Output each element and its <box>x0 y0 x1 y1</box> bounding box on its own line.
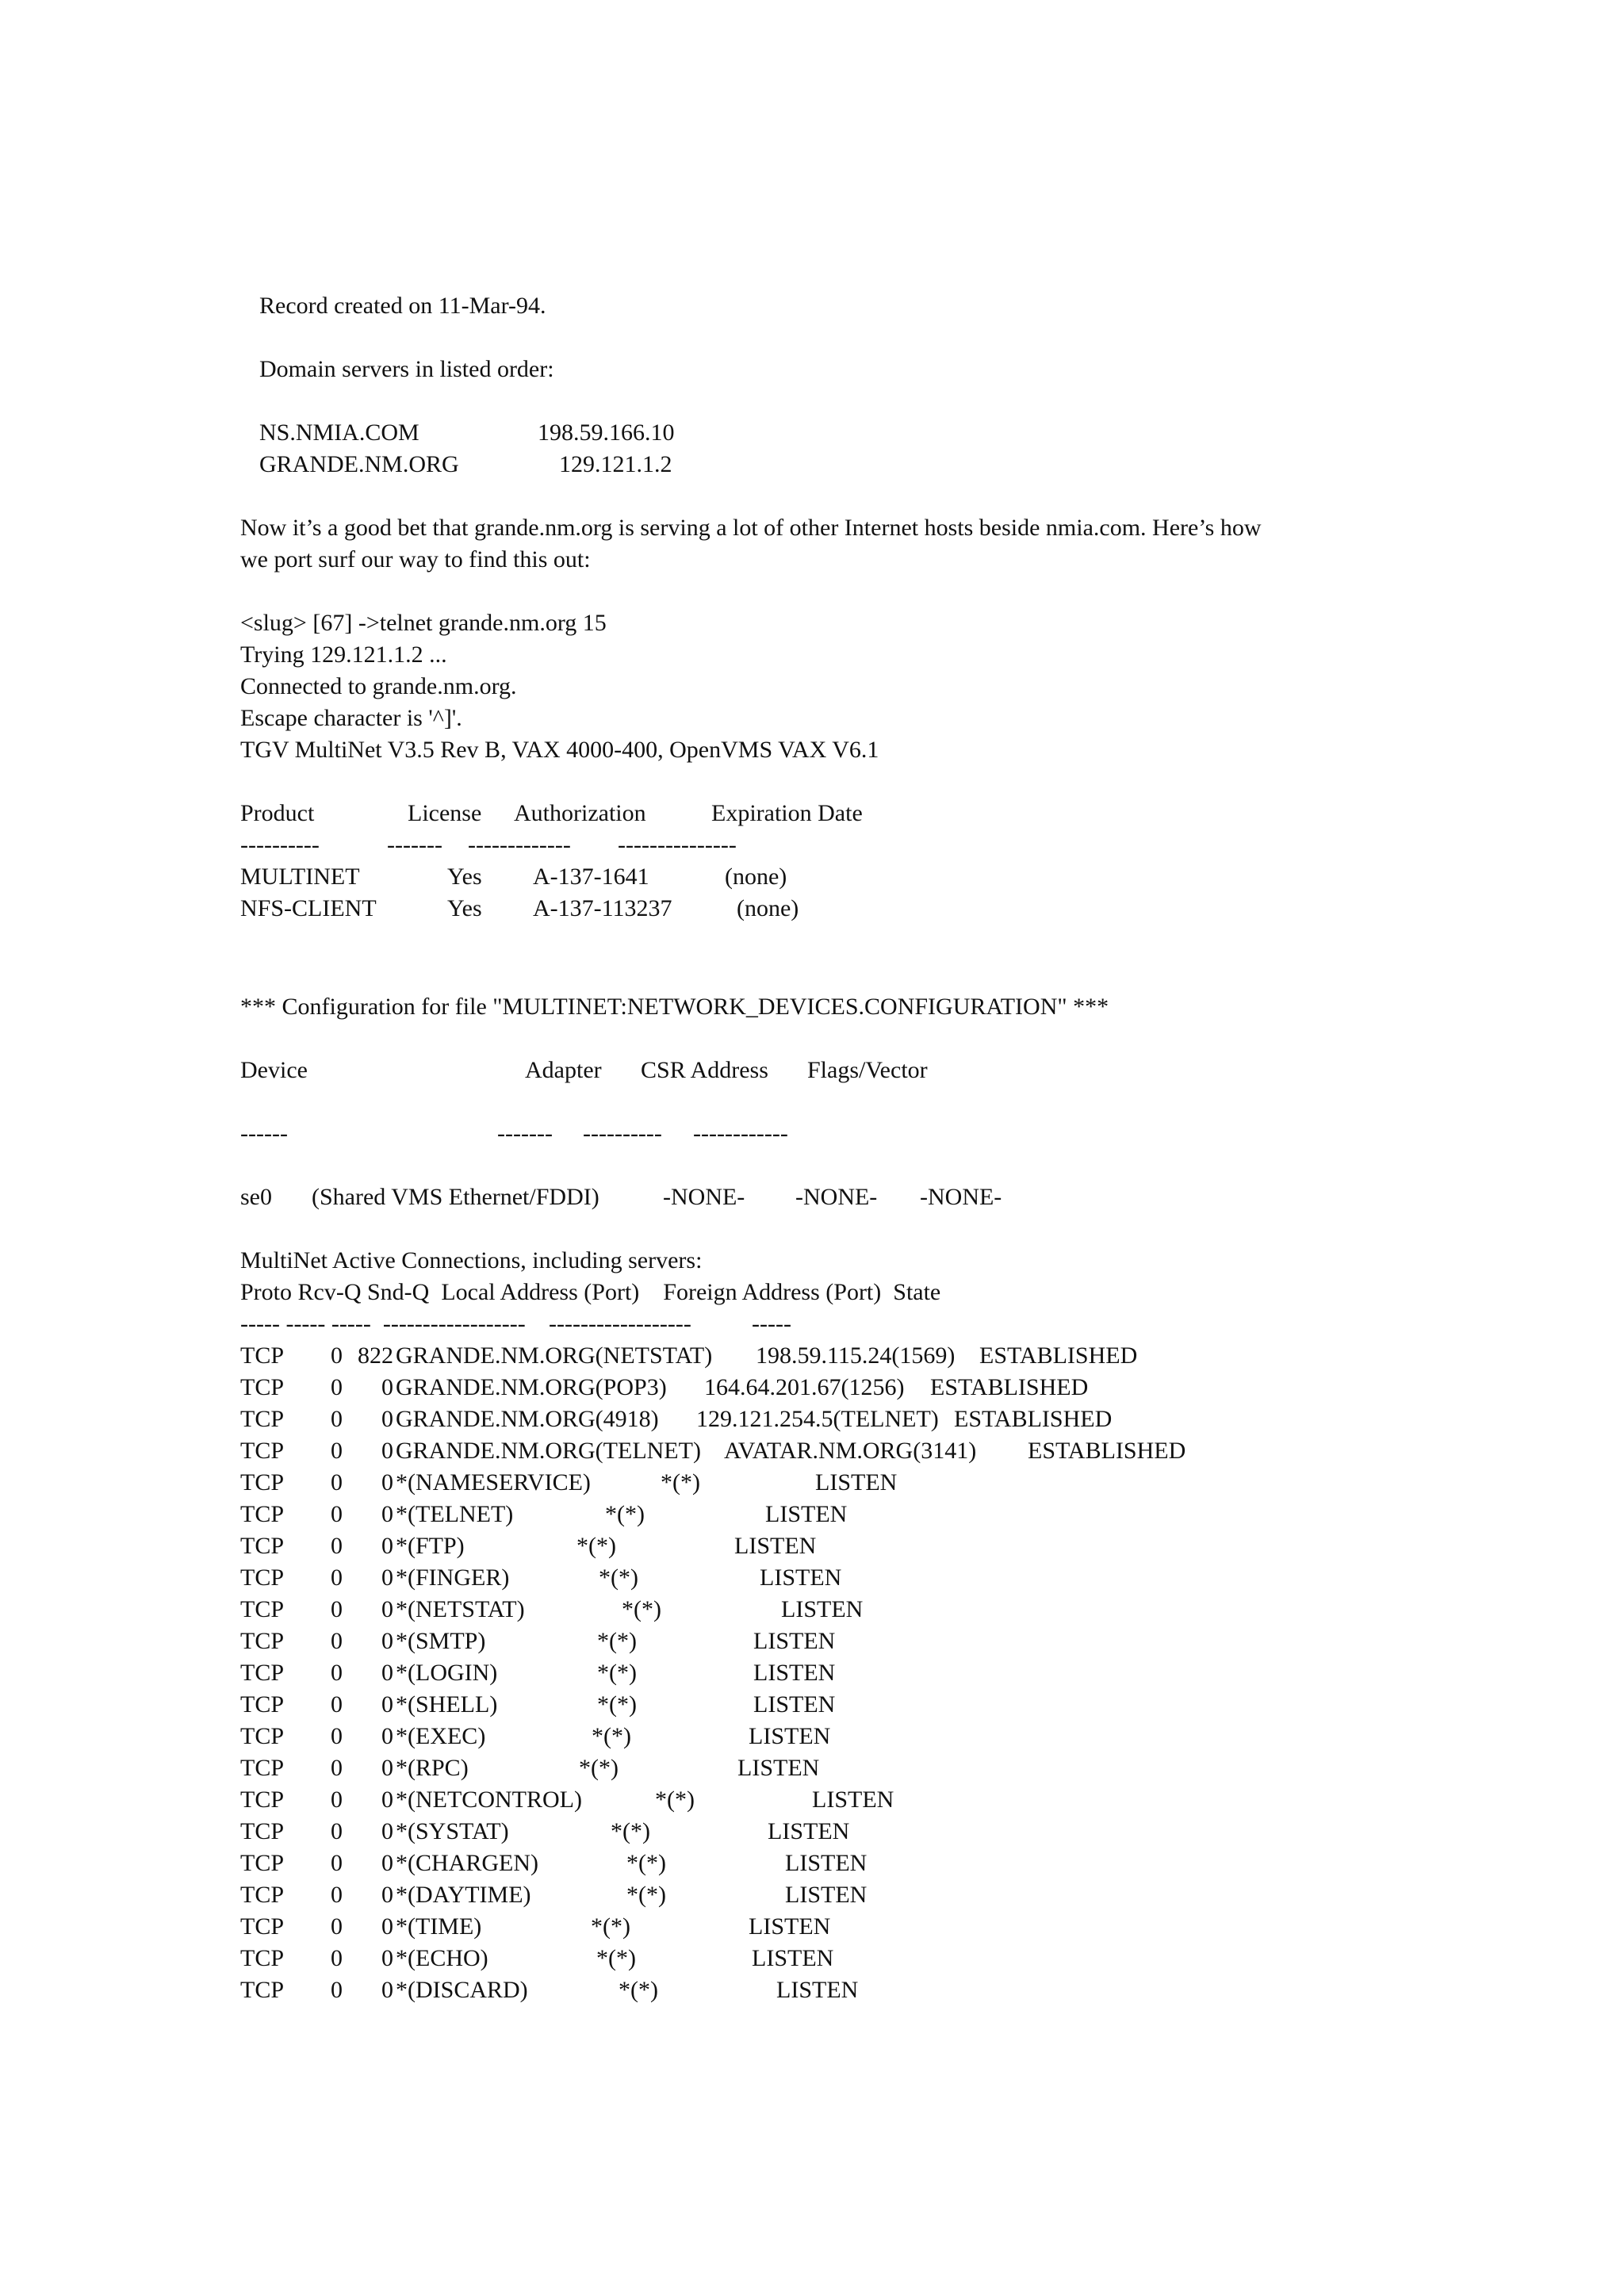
connections-title: MultiNet Active Connections, including servers: <box>240 1247 703 1273</box>
recv-q-cell: 0 <box>331 1691 343 1718</box>
session-line: Escape character is '^]'. <box>240 705 462 731</box>
state-cell: LISTEN <box>812 1787 894 1813</box>
send-q-cell: 0 <box>381 1945 393 1971</box>
local-address-cell: *(NAMESERVICE) <box>396 1469 591 1496</box>
recv-q-cell: 0 <box>331 1882 343 1908</box>
foreign-address-cell: *(*) <box>626 1850 666 1876</box>
proto-cell: TCP <box>240 1787 285 1813</box>
send-q-cell: 0 <box>381 1660 393 1686</box>
state-cell: LISTEN <box>815 1469 898 1496</box>
send-q-cell: 0 <box>381 1755 393 1781</box>
recv-q-cell: 0 <box>331 1945 343 1971</box>
state-cell: LISTEN <box>749 1913 831 1940</box>
config-dashes: ------- <box>497 1120 553 1147</box>
config-cell: se0 <box>240 1184 272 1210</box>
local-address-cell: *(RPC) <box>396 1755 469 1781</box>
intro-line: Now it’s a good bet that grande.nm.org is serving a lot of other Internet hosts beside nmia.com. Here’s how <box>240 515 1262 541</box>
recv-q-cell: 0 <box>331 1469 343 1496</box>
local-address-cell: *(EXEC) <box>396 1723 486 1749</box>
proto-cell: TCP <box>240 1660 285 1686</box>
send-q-cell: 0 <box>381 1691 393 1718</box>
recv-q-cell: 0 <box>331 1596 343 1622</box>
license-cell: A-137-113237 <box>533 895 672 921</box>
proto-cell: TCP <box>240 1596 285 1622</box>
connections-dashes: ------------------ <box>549 1311 691 1337</box>
send-q-cell: 0 <box>381 1787 393 1813</box>
state-cell: LISTEN <box>752 1945 834 1971</box>
dns-server-ip: 198.59.166.10 <box>538 419 675 446</box>
config-cell: -NONE- <box>920 1184 1002 1210</box>
foreign-address-cell: *(*) <box>605 1501 645 1527</box>
record-created-line: Record created on 11-Mar-94. <box>259 293 546 319</box>
proto-cell: TCP <box>240 1913 285 1940</box>
local-address-cell: *(LOGIN) <box>396 1660 498 1686</box>
foreign-address-cell: *(*) <box>655 1787 695 1813</box>
proto-cell: TCP <box>240 1850 285 1876</box>
local-address-cell: *(TELNET) <box>396 1501 514 1527</box>
proto-cell: TCP <box>240 1501 285 1527</box>
config-dashes: ------------ <box>693 1120 788 1147</box>
recv-q-cell: 0 <box>331 1533 343 1559</box>
foreign-address-cell: *(*) <box>579 1755 619 1781</box>
send-q-cell: 0 <box>381 1438 393 1464</box>
local-address-cell: GRANDE.NM.ORG(TELNET) <box>396 1438 701 1464</box>
local-address-cell: *(FINGER) <box>396 1564 510 1591</box>
local-address-cell: GRANDE.NM.ORG(NETSTAT) <box>396 1342 713 1369</box>
send-q-cell: 0 <box>381 1374 393 1400</box>
local-address-cell: *(DAYTIME) <box>396 1882 531 1908</box>
proto-cell: TCP <box>240 1438 285 1464</box>
local-address-cell: GRANDE.NM.ORG(4918) <box>396 1406 659 1432</box>
send-q-cell: 0 <box>381 1818 393 1844</box>
recv-q-cell: 0 <box>331 1818 343 1844</box>
foreign-address-cell: 129.121.254.5(TELNET) <box>696 1406 939 1432</box>
license-cell: A-137-1641 <box>533 864 649 890</box>
proto-cell: TCP <box>240 1469 285 1496</box>
recv-q-cell: 0 <box>331 1342 343 1369</box>
local-address-cell: *(SHELL) <box>396 1691 498 1718</box>
license-header: Product <box>240 800 315 826</box>
config-header: Adapter <box>525 1057 602 1083</box>
intro-line: we port surf our way to find this out: <box>240 546 591 573</box>
proto-cell: TCP <box>240 1977 285 2003</box>
state-cell: LISTEN <box>760 1564 842 1591</box>
recv-q-cell: 0 <box>331 1660 343 1686</box>
state-cell: LISTEN <box>785 1882 868 1908</box>
connections-header: Proto Rcv-Q Snd-Q Local Address (Port) Foreign Address (Port) State <box>240 1279 941 1305</box>
license-dashes: ---------- <box>240 832 320 858</box>
license-header: Authorization <box>514 800 646 826</box>
send-q-cell: 0 <box>381 1406 393 1432</box>
send-q-cell: 0 <box>381 1977 393 2003</box>
local-address-cell: *(ECHO) <box>396 1945 488 1971</box>
session-line: Connected to grande.nm.org. <box>240 673 517 699</box>
license-dashes: ------- <box>387 832 442 858</box>
send-q-cell: 0 <box>381 1469 393 1496</box>
local-address-cell: *(NETSTAT) <box>396 1596 525 1622</box>
dns-heading: Domain servers in listed order: <box>259 356 554 382</box>
state-cell: LISTEN <box>734 1533 817 1559</box>
state-cell: ESTABLISHED <box>954 1406 1113 1432</box>
proto-cell: TCP <box>240 1342 285 1369</box>
state-cell: LISTEN <box>765 1501 848 1527</box>
recv-q-cell: 0 <box>331 1374 343 1400</box>
license-header: License <box>408 800 482 826</box>
session-line: Trying 129.121.1.2 ... <box>240 641 447 668</box>
local-address-cell: *(SMTP) <box>396 1628 486 1654</box>
state-cell: LISTEN <box>749 1723 831 1749</box>
config-header: CSR Address <box>641 1057 768 1083</box>
send-q-cell: 0 <box>381 1850 393 1876</box>
recv-q-cell: 0 <box>331 1628 343 1654</box>
foreign-address-cell: 164.64.201.67(1256) <box>704 1374 905 1400</box>
recv-q-cell: 0 <box>331 1755 343 1781</box>
state-cell: LISTEN <box>753 1660 836 1686</box>
send-q-cell: 0 <box>381 1882 393 1908</box>
proto-cell: TCP <box>240 1628 285 1654</box>
state-cell: LISTEN <box>776 1977 859 2003</box>
foreign-address-cell: *(*) <box>661 1469 700 1496</box>
config-title: *** Configuration for file "MULTINET:NETWORK_DEVICES.CONFIGURATION" *** <box>240 994 1109 1020</box>
config-header: Flags/Vector <box>807 1057 928 1083</box>
config-cell: (Shared VMS Ethernet/FDDI) <box>312 1184 599 1210</box>
license-cell: MULTINET <box>240 864 360 890</box>
send-q-cell: 822 <box>358 1342 393 1369</box>
foreign-address-cell: *(*) <box>596 1945 636 1971</box>
foreign-address-cell: *(*) <box>597 1691 637 1718</box>
send-q-cell: 0 <box>381 1723 393 1749</box>
license-cell: (none) <box>725 864 787 890</box>
send-q-cell: 0 <box>381 1628 393 1654</box>
state-cell: LISTEN <box>753 1691 836 1718</box>
proto-cell: TCP <box>240 1723 285 1749</box>
recv-q-cell: 0 <box>331 1723 343 1749</box>
license-dashes: ------------- <box>468 832 571 858</box>
foreign-address-cell: *(*) <box>597 1628 637 1654</box>
license-cell: Yes <box>447 895 482 921</box>
local-address-cell: GRANDE.NM.ORG(POP3) <box>396 1374 667 1400</box>
proto-cell: TCP <box>240 1533 285 1559</box>
license-cell: (none) <box>737 895 799 921</box>
proto-cell: TCP <box>240 1691 285 1718</box>
connections-dashes: ----- <box>752 1311 791 1337</box>
send-q-cell: 0 <box>381 1533 393 1559</box>
session-line: <slug> [67] ->telnet grande.nm.org 15 <box>240 610 607 636</box>
state-cell: LISTEN <box>737 1755 820 1781</box>
state-cell: LISTEN <box>785 1850 868 1876</box>
state-cell: ESTABLISHED <box>979 1342 1138 1369</box>
config-dashes: ---------- <box>583 1120 662 1147</box>
config-dashes: ------ <box>240 1120 288 1147</box>
foreign-address-cell: *(*) <box>576 1533 616 1559</box>
config-cell: -NONE- <box>663 1184 745 1210</box>
proto-cell: TCP <box>240 1755 285 1781</box>
foreign-address-cell: *(*) <box>597 1660 637 1686</box>
foreign-address-cell: *(*) <box>619 1977 658 2003</box>
local-address-cell: *(FTP) <box>396 1533 465 1559</box>
proto-cell: TCP <box>240 1945 285 1971</box>
send-q-cell: 0 <box>381 1596 393 1622</box>
config-header: Device <box>240 1057 308 1083</box>
state-cell: LISTEN <box>781 1596 864 1622</box>
recv-q-cell: 0 <box>331 1501 343 1527</box>
foreign-address-cell: *(*) <box>592 1723 631 1749</box>
proto-cell: TCP <box>240 1406 285 1432</box>
license-cell: Yes <box>447 864 482 890</box>
proto-cell: TCP <box>240 1564 285 1591</box>
license-cell: NFS-CLIENT <box>240 895 377 921</box>
config-cell: -NONE- <box>795 1184 878 1210</box>
local-address-cell: *(NETCONTROL) <box>396 1787 582 1813</box>
recv-q-cell: 0 <box>331 1406 343 1432</box>
proto-cell: TCP <box>240 1818 285 1844</box>
session-line: TGV MultiNet V3.5 Rev B, VAX 4000-400, OpenVMS VAX V6.1 <box>240 737 879 763</box>
dns-server-ip: 129.121.1.2 <box>559 451 672 477</box>
local-address-cell: *(SYSTAT) <box>396 1818 509 1844</box>
foreign-address-cell: *(*) <box>591 1913 630 1940</box>
foreign-address-cell: 198.59.115.24(1569) <box>756 1342 956 1369</box>
dns-server-name: NS.NMIA.COM <box>259 419 419 446</box>
dns-server-name: GRANDE.NM.ORG <box>259 451 459 477</box>
state-cell: LISTEN <box>753 1628 836 1654</box>
local-address-cell: *(DISCARD) <box>396 1977 528 2003</box>
foreign-address-cell: AVATAR.NM.ORG(3141) <box>724 1438 977 1464</box>
recv-q-cell: 0 <box>331 1850 343 1876</box>
recv-q-cell: 0 <box>331 1977 343 2003</box>
proto-cell: TCP <box>240 1374 285 1400</box>
send-q-cell: 0 <box>381 1913 393 1940</box>
recv-q-cell: 0 <box>331 1438 343 1464</box>
send-q-cell: 0 <box>381 1501 393 1527</box>
state-cell: ESTABLISHED <box>1028 1438 1186 1464</box>
send-q-cell: 0 <box>381 1564 393 1591</box>
foreign-address-cell: *(*) <box>626 1882 666 1908</box>
license-dashes: --------------- <box>618 832 737 858</box>
state-cell: LISTEN <box>768 1818 850 1844</box>
proto-cell: TCP <box>240 1882 285 1908</box>
license-header: Expiration Date <box>711 800 863 826</box>
foreign-address-cell: *(*) <box>599 1564 638 1591</box>
recv-q-cell: 0 <box>331 1913 343 1940</box>
recv-q-cell: 0 <box>331 1787 343 1813</box>
local-address-cell: *(TIME) <box>396 1913 482 1940</box>
foreign-address-cell: *(*) <box>622 1596 661 1622</box>
foreign-address-cell: *(*) <box>611 1818 650 1844</box>
local-address-cell: *(CHARGEN) <box>396 1850 538 1876</box>
state-cell: ESTABLISHED <box>930 1374 1089 1400</box>
connections-dashes: ----- ----- ----- ------------------ <box>240 1311 526 1337</box>
recv-q-cell: 0 <box>331 1564 343 1591</box>
